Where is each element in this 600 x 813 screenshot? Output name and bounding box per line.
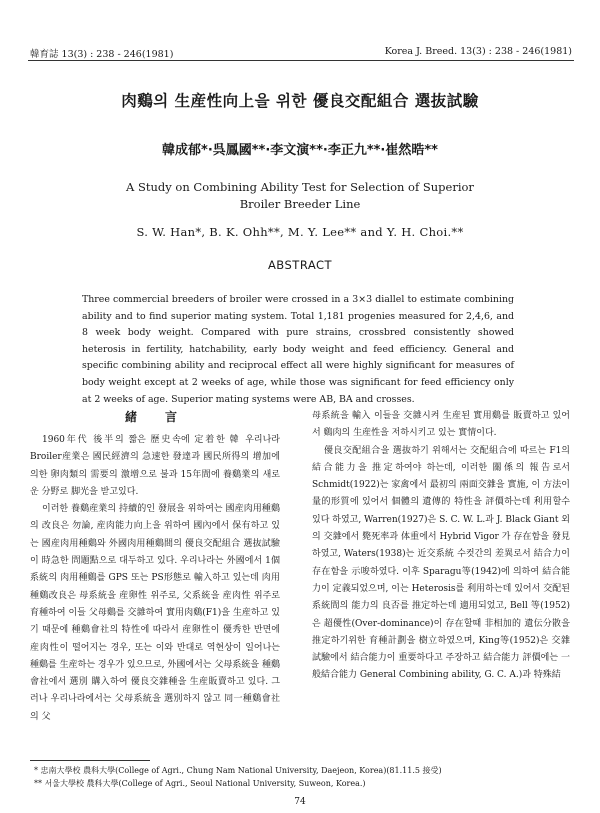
right-paragraph-2: 優良交配組合을 選抜하기 위해서는 交配組合에 따르는 F1의 結合能力을 推定하여야 하는데, 이러한 關係의 報告로서 Schmidt(1922)는 家禽에서 最初의 兩面交雜을 實施, 이 方法이 量的形質에 있어서 個體의 遺傳的 特性을 評價하는데 利用할수 있다 하였고, Warren(1927)은 S. C. W. L.과 J. Black Giant 외의 交雜에서 斃死率과 体重에서 Hybrid Vigor 가 存在함을 發見하였고, Waters(1938)는 近交系統 수컷간의 差異로서 結合力이 存在함을 示唆하였다. 이후 Sparagu等(1942)에 의하여 結合能力이 定義되었으며, 이는 Heterosis를 利用하는데 있어서 交配된 系統間의 能力의 良否를 推定하는데 適用되었고, Bell 等(1952)은 超優性(Over-dominance)이 存在할때 非相加的 遺伝分散을 推定하기위한 育種計劃을 樹立하였으며, King等(1952)은 交雜試驗에서 結合能力이 重要하다고 주장하고 結合能力 評價에는 一般結合能力 General Combining ability, G. C. A.)과 特殊結 [312, 445, 570, 681]
paper-title-korean: 肉鷄의 生産性向上을 위한 優良交配組合 選抜試驗 [121, 92, 479, 110]
section-heading-introduction: 緒 言 [124, 410, 185, 424]
abstract-body [82, 292, 514, 408]
left-paragraph-2: 이러한 養鷄産業의 持續的인 發展을 위하여는 國産肉用種鷄의 改良은 勿論, 産肉能力向上을 위하여 國內에서 保有하고 있는 國産肉用種鷄와 外國肉用種鷄間의 優良交配組合 選抜試驗이 時急한 問題點으로 대두하고 있다. 우리나라는 外國에서 1個系統의 肉用種鷄를 GPS 또는 PS形態로 輸入하고 있는데 肉用種鷄改良은 母系統을 産卵性 위주로, 父系統을 産肉性 위주로 育種하여 이들 父母鷄를 交雜하여 實用肉鷄(F1)을 生産하고 있기 때문에 種鷄會社의 特性에 따라서 産卵性이 優秀한 반면에 産肉性이 떨어지는 경우, 또는 이와 반대로 역현상이 일어나는 種鷄를 生産하는 경우가 있으므로, 外國에서는 父母系統을 種鷄會社에서 選別 購入하여 優良交雜種을 生産販賣하고 있다. 그러나 우리나라에서는 父母系統을 選別하지 않고 同一種鷄會社의 父 [30, 504, 280, 722]
authors-english: S. W. Han*, B. K. Ohh**, M. Y. Lee** and Y. H. Choi.** [136, 225, 464, 239]
right-column [312, 408, 570, 685]
paper-title-english [0, 179, 600, 213]
footnotes [34, 764, 442, 790]
left-column [30, 432, 280, 726]
header-rule [28, 60, 574, 61]
abstract-heading: ABSTRACT [267, 258, 333, 272]
footnote-1: * 忠南大學校 農科大學(College of Agri., Chung Nam National University, Daejeon, Korea)(81.11.5 接受) [34, 766, 442, 775]
authors-korean: 韓成郁*·呉鳳國**·李文演**·李正九**·崔然晧** [162, 143, 438, 158]
footnote-2: ** 서울大學校 農科大學(College of Agri., Seoul National University, Suweon, Korea.) [34, 779, 366, 788]
title-english-line1: A Study on Combining Ability Test for Selection of Superior [126, 180, 474, 194]
footnote-rule [30, 760, 150, 761]
journal-header-korean: 韓育誌 13(3) : 238 - 246(1981) [30, 49, 174, 60]
page-number: 74 [294, 797, 306, 807]
journal-header-english: Korea J. Breed. 13(3) : 238 - 246(1981) [384, 46, 572, 57]
left-paragraph-1: 1960年代 後半의 짧은 歷史속에 定着한 韓 우리나라 Broiler産業은 國民經濟의 急速한 發達과 國民所得의 增加에 의한 卵肉類의 需要의 激增으로 불과 15年間에 養鷄業의 새로운 分野로 脚光을 받고있다. [30, 435, 280, 497]
abstract-text: Three commercial breeders of broiler were crossed in a 3×3 diallel to estimate combining ability and to find superior mating system. Total 1,181 progenies measured for 2,4,6, and 8 week body weight. Compared with pure strains, crossbred consistently showed heterosis in fertility, hatchability, early body weight and feed efficiency. General and specific combining ability and reciprocal effect all were highly significant for measures of body weight except at 2 weeks of age, while those was significant for feed efficiency only at 2 weeks of age. Superior mating systems were AB, BA and crosses. [82, 294, 514, 405]
title-english-line2: Broiler Breeder Line [239, 197, 361, 211]
right-paragraph-1: 母系統을 輸入 이들을 交雜시켜 生産된 實用鷄를 販賣하고 있어서 鷄肉의 生産性을 저하시키고 있는 實情이다. [312, 411, 570, 439]
